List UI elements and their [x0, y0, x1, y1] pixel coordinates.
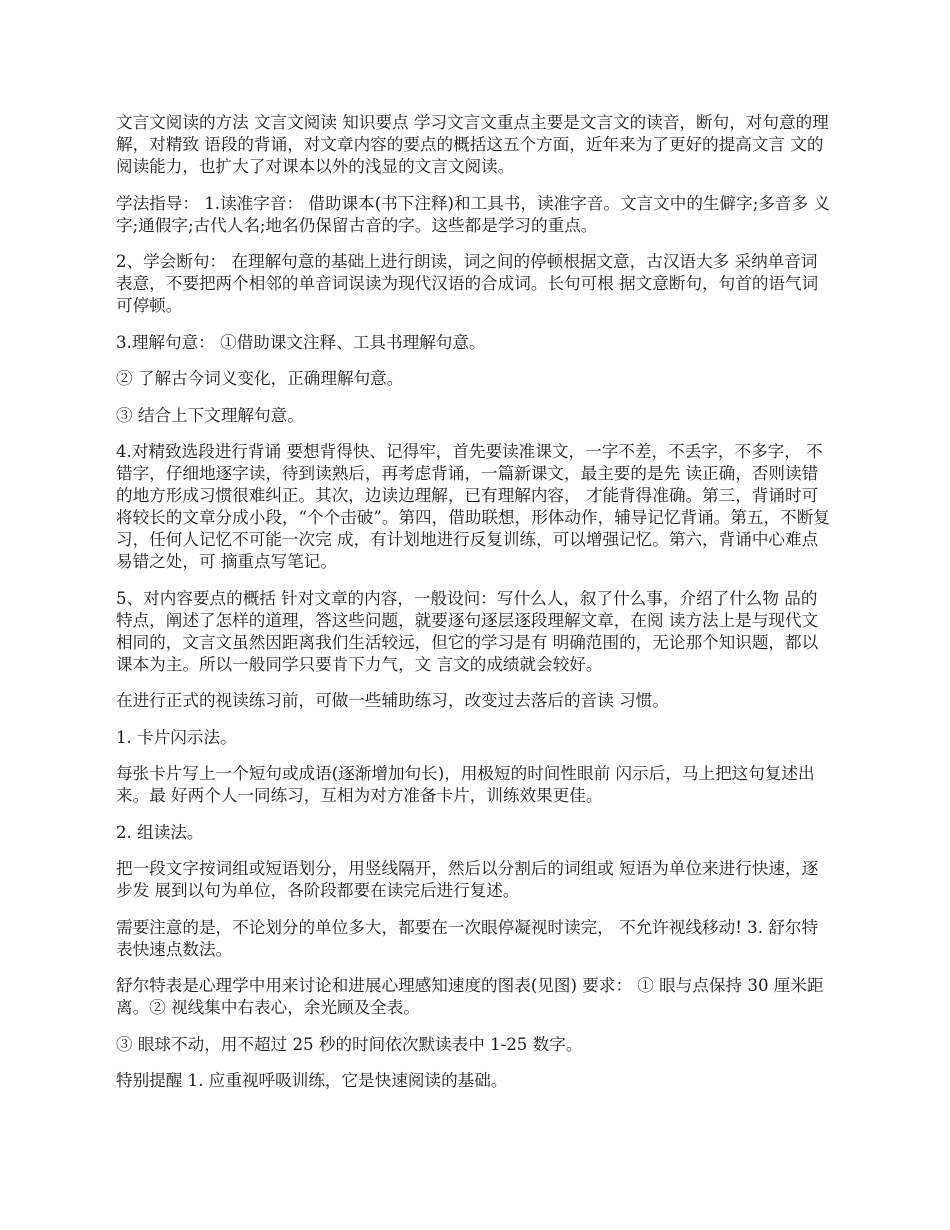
paragraph-sentence-break: 2、学会断句： 在理解句意的基础上进行朗读，词之间的停顿根据文意，古汉语大多 采纳单音词表意，不要把两个相邻的单音词误读为现代汉语的合成词。长句可根 据文意断句，句首的语气词可停顿。 [116, 252, 819, 315]
paragraph-context: ③ 结合上下文理解句意。 [116, 405, 304, 425]
paragraph-card-method: 每张卡片写上一个短句或成语(逐渐增加句长)，用极短的时间性眼前 闪示后，马上把这句复述出来。最 好两个人一同练习，互相为对方准备卡片，训练效果更佳。 [116, 764, 815, 805]
paragraph-special-reminder: 特别提醒 1. 应重视呼吸训练，它是快速阅读的基础。 [116, 1071, 508, 1090]
paragraph-recitation: 4.对精致选段进行背诵 要想背得快、记得牢，首先要读准课文，一字不差，不丢字，不多字， 不错字，仔细地逐字读，待到读熟后，再考虑背诵，一篇新课文，最主要的是先 读正确，否则读错的地方形成习惯很难纠正。其次，边读边理解，已有理解内容， 才能背得准确。第三，背诵时可将较长的文章分成小段，“个个击破”。第四，借助联想，形体动作，辅导记忆背诵。第五，不断复习，任何人记忆不可能一次完 成，有计划地进行反复训练，可以增强记忆。第六，背诵中心难点易错之处，可 摘重点写笔记。 [116, 442, 830, 571]
paragraph-note-schulte: 需要注意的是，不论划分的单位多大，都要在一次眼停凝视时读完， 不允许视线移动! 3. 舒尔特表快速点数法。 [116, 917, 819, 959]
paragraph-eyes-still: ③ 眼球不动，用不超过 25 秒的时间依次默读表中 1-25 数字。 [116, 1034, 583, 1054]
paragraph-card-method-heading: 1. 卡片闪示法。 [116, 727, 237, 747]
paragraph-summary: 5、对内容要点的概括 针对文章的内容，一般设问：写什么人，叙了什么事，介绍了什么物 品的特点，阐述了怎样的道理，答这些问题，就要逐句逐层逐段理解文章，在阅 读方法上是与现代文相同的，文言文虽然因距离我们生活较远，但它的学习是有 明确范围的，无论那个知识题，都以课本为主。所以一般同学只要肯下力气，文 言文的成绩就会较好。 [116, 588, 819, 674]
paragraph-understand-meaning: 3.理解句意： ①借助课文注释、工具书理解句意。 [116, 332, 486, 352]
paragraph-study-guide: 学法指导： 1.读准字音： 借助课本(书下注释)和工具书，读准字音。文言文中的生僻字;多音多 义字;通假字;古代人名;地名仍保留古音的字。这些都是学习的重点。 [116, 193, 830, 235]
paragraph-intro: 文言文阅读的方法 文言文阅读 知识要点 学习文言文重点主要是文言文的读音，断句，对句意的理解，对精致 语段的背诵，对文章内容的要点的概括这五个方面，近年来为了更好的提高文言 文的阅读能力，也扩大了对课本以外的浅显的文言文阅读。 [116, 113, 829, 176]
paragraph-pre-practice: 在进行正式的视读练习前，可做一些辅助练习，改变过去落后的音读 习惯。 [116, 691, 669, 710]
paragraph-schulte-table: 舒尔特表是心理学中用来讨论和进展心理感知速度的图表(见图) 要求： ① 眼与点保持 30 厘米距离。② 视线集中右表心，余光顾及全表。 [116, 976, 824, 1017]
document-body [116, 112, 834, 1107]
paragraph-word-meaning-change: ② 了解古今词义变化，正确理解句意。 [116, 369, 404, 388]
paragraph-group-reading-heading: 2. 组读法。 [116, 822, 204, 842]
paragraph-group-reading: 把一段文字按词组或短语划分，用竖线隔开，然后以分割后的词组或 短语为单位来进行快速，逐步发 展到以句为单位，各阶段都要在读完后进行复述。 [116, 859, 819, 900]
